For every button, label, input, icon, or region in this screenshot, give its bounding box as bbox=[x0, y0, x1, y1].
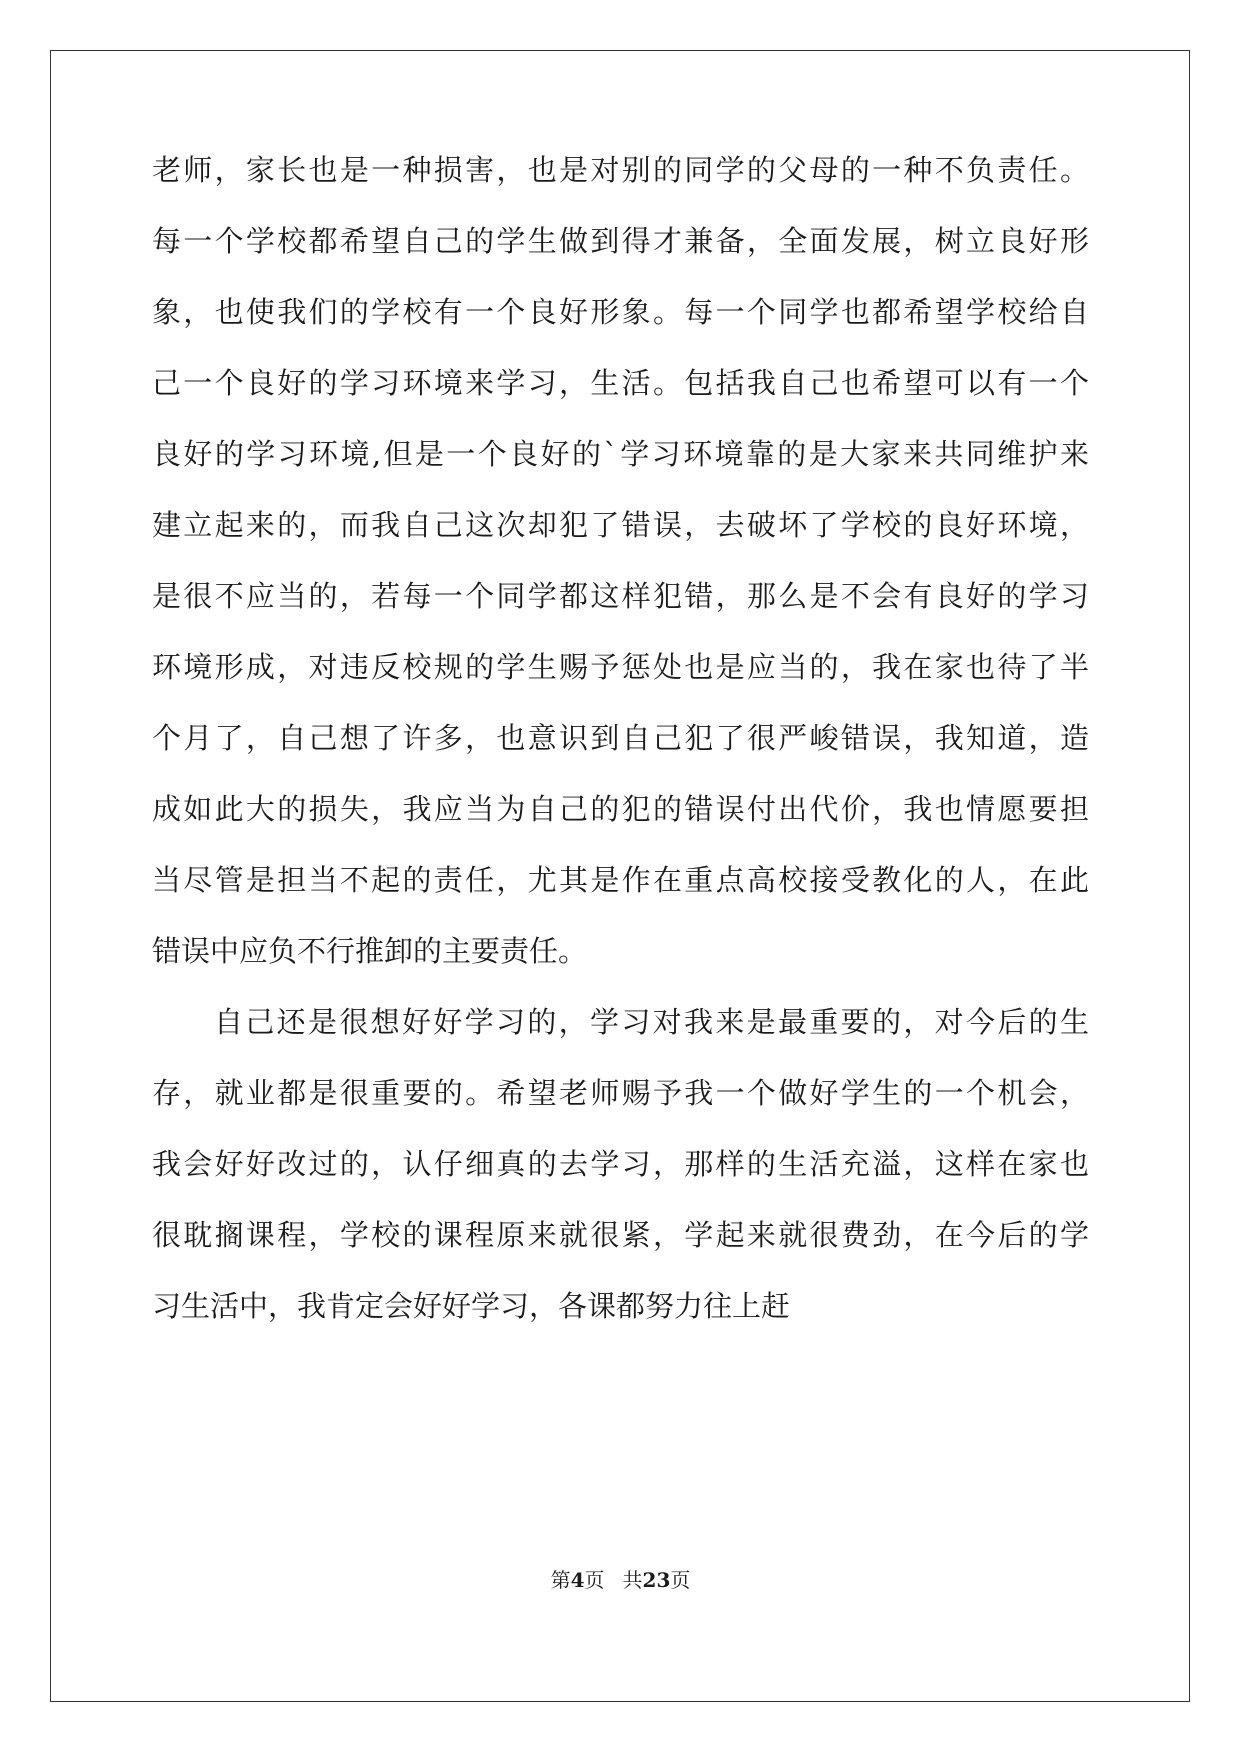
text-line-2: 每一个学校都希望自己的学生做到得才兼备，全面发展，树立良好形 bbox=[152, 224, 1089, 258]
text-line-13: 自己还是很想好好学习的，学习对我来是最重要的，对今后的生 bbox=[214, 1005, 1089, 1039]
page-footer bbox=[0, 1566, 1241, 1594]
text-line-6: 建立起来的，而我自己这次却犯了错误，去破坏了学校的良好环境， bbox=[152, 508, 1089, 542]
text-line-16: 很耽搁课程，学校的课程原来就很紧，学起来就很费劲，在今后的学 bbox=[152, 1218, 1089, 1252]
text-line-7: 是很不应当的，若每一个同学都这样犯错，那么是不会有良好的学习 bbox=[152, 579, 1089, 613]
text-line-11: 当尽管是担当不起的责任，尤其是作在重点高校接受教化的人，在此 bbox=[152, 863, 1089, 897]
text-line-12: 错误中应负不行推卸的主要责任。 bbox=[152, 934, 588, 968]
page-number: 4 bbox=[570, 1568, 585, 1592]
text-line-9: 个月了，自己想了许多，也意识到自己犯了很严峻错误，我知道，造 bbox=[152, 721, 1089, 755]
text-line-10: 成如此大的损失，我应当为自己的犯的错误付出代价，我也情愿要担 bbox=[152, 792, 1089, 826]
page-label-suffix: 页 bbox=[584, 1568, 605, 1592]
text-line-5: 良好的学习环境,但是一个良好的`学习环境靠的是大家来共同维护来 bbox=[152, 437, 1089, 471]
text-line-4: 己一个良好的学习环境来学习，生活。包括我自己也希望可以有一个 bbox=[152, 366, 1089, 400]
total-pages: 23 bbox=[642, 1568, 671, 1592]
text-line-1: 老师，家长也是一种损害，也是对别的同学的父母的一种不负责任。 bbox=[152, 153, 1089, 187]
text-line-14: 存，就业都是很重要的。希望老师赐予我一个做好学生的一个机会， bbox=[152, 1076, 1089, 1110]
total-label-suffix: 页 bbox=[670, 1568, 691, 1592]
text-line-3: 象，也使我们的学校有一个良好形象。每一个同学也都希望学校给自 bbox=[152, 295, 1089, 329]
total-label-prefix: 共 bbox=[622, 1568, 643, 1592]
text-line-15: 我会好好改过的，认仔细真的去学习，那样的生活充溢，这样在家也 bbox=[152, 1147, 1089, 1181]
text-line-17: 习生活中，我肯定会好好学习，各课都努力往上赶 bbox=[152, 1289, 791, 1323]
text-line-8: 环境形成，对违反校规的学生赐予惩处也是应当的，我在家也待了半 bbox=[152, 650, 1089, 684]
page-label-prefix: 第 bbox=[550, 1568, 571, 1592]
